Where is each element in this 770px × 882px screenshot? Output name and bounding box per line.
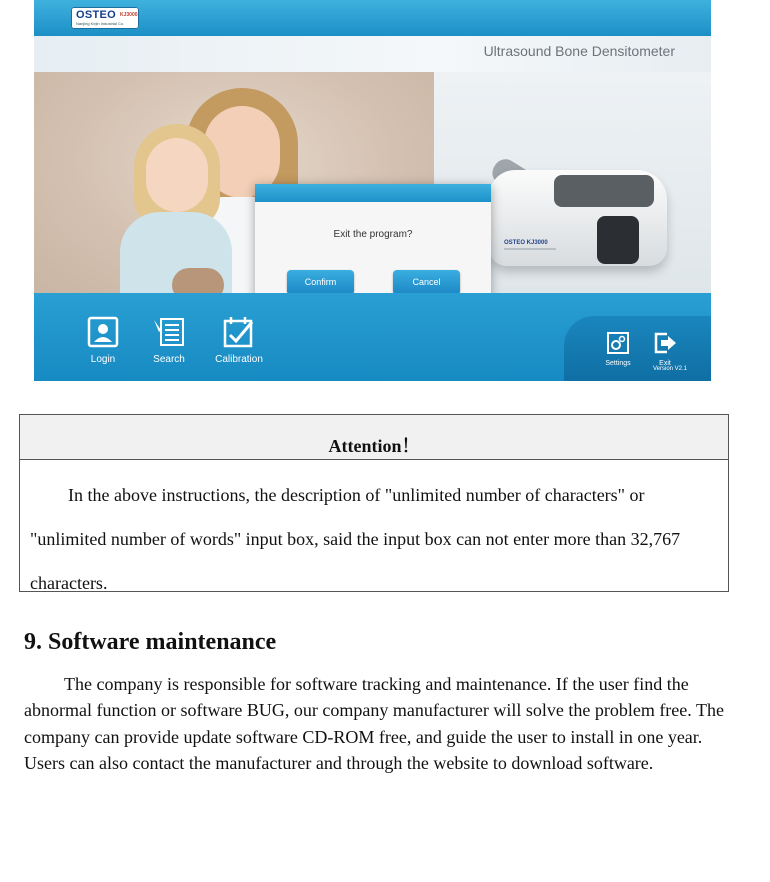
logo-main-text: OSTEO (76, 9, 117, 21)
exit-label: Exit (659, 360, 671, 367)
settings-icon (606, 331, 630, 355)
login-button[interactable] (86, 316, 120, 365)
logo-tagline: Nanjing Kejin Industrial Co. (76, 21, 125, 26)
app-title: Ultrasound Bone Densitometer (483, 43, 675, 59)
osteo-logo (71, 7, 139, 29)
calibration-icon (223, 316, 255, 348)
login-icon (87, 316, 119, 348)
attention-text: In the above instructions, the description of "unlimited number of characters" or "unlimited number of words" input box, said the input box can not enter more than 32,767 characters. (30, 485, 681, 593)
confirm-button[interactable]: Confirm (287, 270, 354, 293)
exit-button[interactable] (650, 331, 680, 367)
section-paragraph: The company is responsible for software tracking and maintenance. If the user find the abnormal function or software BUG, our company manufacturer will solve the problem free. The company can provide update software CD-ROM free, and guide the user to install in one year. Users can also contact the manufacturer and through the website to download software. (24, 674, 724, 774)
app-window (34, 0, 711, 381)
attention-box (19, 414, 729, 592)
dialog-message: Exit the program? (333, 229, 413, 240)
calibration-button[interactable] (213, 316, 265, 365)
version-label: Version V2.1 (653, 366, 688, 372)
cancel-button[interactable]: Cancel (393, 270, 460, 293)
attention-title: Attention！ (328, 436, 420, 456)
app-top-bar (34, 0, 711, 36)
settings-label: Settings (605, 360, 631, 367)
login-label: Login (90, 354, 116, 365)
attention-header (20, 415, 728, 460)
dialog-title-bar (255, 184, 491, 202)
teddy-bear (172, 268, 224, 293)
logo-model-text: KJ3000 (120, 12, 138, 18)
girl-face (146, 138, 208, 212)
device-top-cover (554, 175, 654, 207)
calibration-label: Calibration (215, 354, 263, 365)
device-brand-label: OSTEO KJ3000 (504, 240, 548, 246)
settings-button[interactable] (603, 331, 633, 367)
app-header (34, 36, 711, 73)
exit-dialog (255, 184, 491, 293)
background-stage (34, 72, 711, 293)
device-panel (597, 216, 639, 264)
right-toolbar-panel (564, 316, 711, 381)
exit-icon (653, 331, 677, 355)
search-icon (153, 316, 185, 348)
search-label: Search (153, 354, 185, 365)
search-button[interactable] (152, 316, 186, 365)
section-heading: 9. Software maintenance (24, 629, 277, 655)
device-brand-line (504, 248, 556, 250)
